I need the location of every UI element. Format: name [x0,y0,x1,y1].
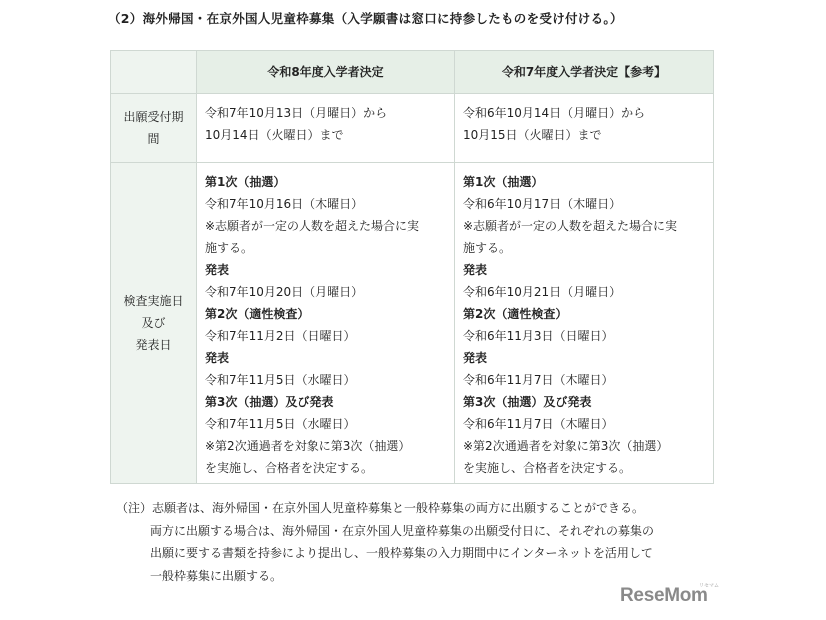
cell-subheading: 第1次（抽選） [205,175,286,189]
cell-line: ※第2次通過者を対象に第3次（抽選） [463,439,669,453]
label-line: 出願受付期 [123,110,184,124]
cell-line: 令和6年11月3日（日曜日） [463,329,614,343]
table-header-row [111,51,714,94]
header-corner [111,51,197,94]
table-row-exam-dates [111,163,714,484]
cell-line: ※志願者が一定の人数を超えた場合に実 [463,219,678,233]
cell-subheading: 第3次（抽選）及び発表 [205,395,334,409]
cell-subheading: 第2次（適性検査） [205,307,310,321]
cell-line: 10月15日（火曜日）まで [463,128,602,142]
cell-subheading: 第1次（抽選） [463,175,544,189]
cell-line: 令和7年10月20日（月曜日） [205,285,364,299]
resemom-logo: ReseMom [620,585,708,606]
cell-line: を実施し、合格者を決定する。 [463,461,632,475]
header-r7: 令和7年度入学者決定【参考】 [455,51,714,94]
cell-line: ※志願者が一定の人数を超えた場合に実 [205,219,420,233]
cell-line: を実施し、合格者を決定する。 [205,461,374,475]
cell-line: 令和6年10月14日（月曜日）から [463,106,646,120]
cell-line: 令和6年10月17日（木曜日） [463,197,622,211]
cell-line: 令和7年11月5日（水曜日） [205,373,356,387]
cell-line: 令和7年10月13日（月曜日）から [205,106,388,120]
row-label-exam-dates [111,163,197,484]
schedule-table [110,50,714,484]
cell-line: 令和6年10月21日（月曜日） [463,285,622,299]
resemom-logo-sub: リセマム [699,583,719,589]
cell-subheading: 第3次（抽選）及び発表 [463,395,592,409]
cell-line: 令和6年11月7日（木曜日） [463,373,614,387]
note-line: 一般枠募集に出願する。 [150,568,283,583]
cell-subheading: 発表 [463,351,488,365]
cell-subheading: 発表 [205,263,230,277]
cell-line: 施する。 [205,241,254,255]
note-line: （注）志願者は、海外帰国・在京外国人児童枠募集と一般枠募集の両方に出願することができる。 [116,501,645,515]
cell-r8-application-period [197,94,455,163]
cell-line: 令和7年11月2日（日曜日） [205,329,356,343]
cell-subheading: 第2次（適性検査） [463,307,568,321]
cell-r8-exam-dates [197,163,455,484]
header-r8: 令和8年度入学者決定 [197,51,455,94]
label-line: 発表日 [135,338,172,352]
note-line: 両方に出願する場合は、海外帰国・在京外国人児童枠募集の出願受付日に、それぞれの募集の [150,523,655,538]
label-line: 検査実施日 [123,294,184,308]
section-heading: （2）海外帰国・在京外国人児童枠募集（入学願書は窓口に持参したものを受け付ける。） [108,11,623,26]
table-row-application-period [111,94,714,163]
note-block [116,497,654,587]
cell-line: ※第2次通過者を対象に第3次（抽選） [205,439,411,453]
row-label-application-period [111,94,197,163]
cell-subheading: 発表 [205,351,230,365]
cell-line: 令和7年11月5日（水曜日） [205,417,356,431]
cell-r7-exam-dates [455,163,714,484]
cell-r7-application-period [455,94,714,163]
note-line: 出願に要する書類を持参により提出し、一般枠募集の入力期間中にインターネットを活用して [150,546,653,560]
cell-subheading: 発表 [463,263,488,277]
label-line: 及び [141,316,166,330]
label-line: 間 [147,132,160,146]
cell-line: 10月14日（火曜日）まで [205,128,344,142]
cell-line: 令和6年11月7日（木曜日） [463,417,614,431]
cell-line: 施する。 [463,241,512,255]
cell-line: 令和7年10月16日（木曜日） [205,197,364,211]
